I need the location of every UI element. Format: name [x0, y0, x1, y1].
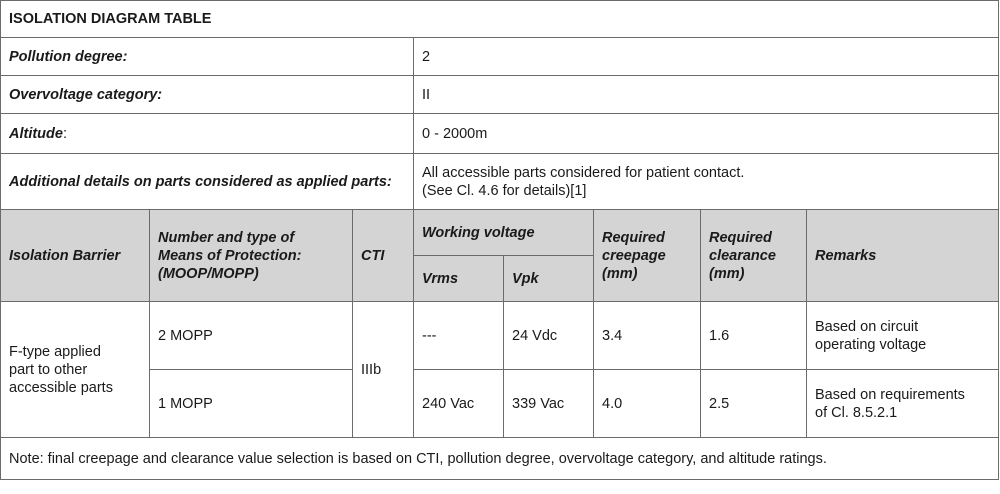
table-title: ISOLATION DIAGRAM TABLE	[1, 1, 999, 38]
vpk-cell: 24 Vdc	[504, 302, 594, 370]
header-creepage-line2: creepage	[602, 247, 666, 264]
clearance-cell: 1.6	[701, 302, 807, 370]
clearance-cell: 2.5	[701, 370, 807, 438]
means-cell: 2 MOPP	[150, 302, 353, 370]
header-clearance-line3: (mm)	[709, 265, 745, 282]
header-isolation-barrier: Isolation Barrier	[1, 210, 150, 302]
cti-cell: IIIb	[353, 302, 414, 438]
overvoltage-category-value: II	[414, 76, 999, 114]
table-row	[1, 302, 999, 370]
header-clearance-line2: clearance	[709, 247, 776, 264]
info-row-applied-parts	[1, 154, 999, 210]
altitude-label-cell	[1, 114, 414, 154]
altitude-value: 0 - 2000m	[414, 114, 999, 154]
remarks-line1: Based on requirements	[815, 386, 965, 403]
info-row-overvoltage	[1, 76, 999, 114]
barrier-line2: part to other	[9, 361, 88, 378]
header-required-clearance	[701, 210, 807, 302]
header-vpk: Vpk	[504, 256, 594, 302]
note-row	[1, 438, 999, 480]
header-vrms: Vrms	[414, 256, 504, 302]
overvoltage-category-label: Overvoltage category:	[1, 76, 414, 114]
remarks-cell	[807, 370, 999, 438]
info-row-altitude	[1, 114, 999, 154]
header-creepage-line1: Required	[602, 229, 665, 246]
altitude-label-colon: :	[62, 125, 67, 142]
header-row-1	[1, 210, 999, 256]
header-remarks: Remarks	[807, 210, 999, 302]
table-row	[1, 370, 999, 438]
creepage-cell: 4.0	[594, 370, 701, 438]
means-cell: 1 MOPP	[150, 370, 353, 438]
applied-parts-value	[414, 154, 999, 210]
remarks-cell	[807, 302, 999, 370]
info-row-pollution	[1, 38, 999, 76]
header-means-line3: (MOOP/MOPP)	[158, 265, 259, 282]
header-means-of-protection	[150, 210, 353, 302]
table-note: Note: final creepage and clearance value selection is based on CTI, pollution degree, overvoltage category, and altitude ratings.	[1, 438, 999, 480]
vrms-cell: 240 Vac	[414, 370, 504, 438]
vrms-cell: ---	[414, 302, 504, 370]
header-working-voltage: Working voltage	[414, 210, 594, 256]
pollution-degree-label: Pollution degree:	[1, 38, 414, 76]
altitude-label: Altitude	[9, 125, 63, 142]
applied-parts-label: Additional details on parts considered as applied parts:	[1, 154, 414, 210]
applied-parts-value-line1: All accessible parts considered for patient contact.	[422, 164, 745, 181]
remarks-line1: Based on circuit	[815, 318, 919, 335]
remarks-line2: operating voltage	[815, 336, 927, 353]
applied-parts-value-line2: (See Cl. 4.6 for details)[1]	[422, 182, 587, 199]
isolation-barrier-cell	[1, 302, 150, 438]
pollution-degree-value: 2	[414, 38, 999, 76]
barrier-line3: accessible parts	[9, 379, 113, 396]
vpk-cell: 339 Vac	[504, 370, 594, 438]
creepage-cell: 3.4	[594, 302, 701, 370]
header-means-line1: Number and type of	[158, 229, 295, 246]
header-cti: CTI	[353, 210, 414, 302]
header-means-line2: Means of Protection:	[158, 247, 302, 264]
header-required-creepage	[594, 210, 701, 302]
header-clearance-line1: Required	[709, 229, 772, 246]
remarks-line2: of Cl. 8.5.2.1	[815, 404, 898, 421]
header-creepage-line3: (mm)	[602, 265, 638, 282]
barrier-line1: F-type applied	[9, 343, 101, 360]
